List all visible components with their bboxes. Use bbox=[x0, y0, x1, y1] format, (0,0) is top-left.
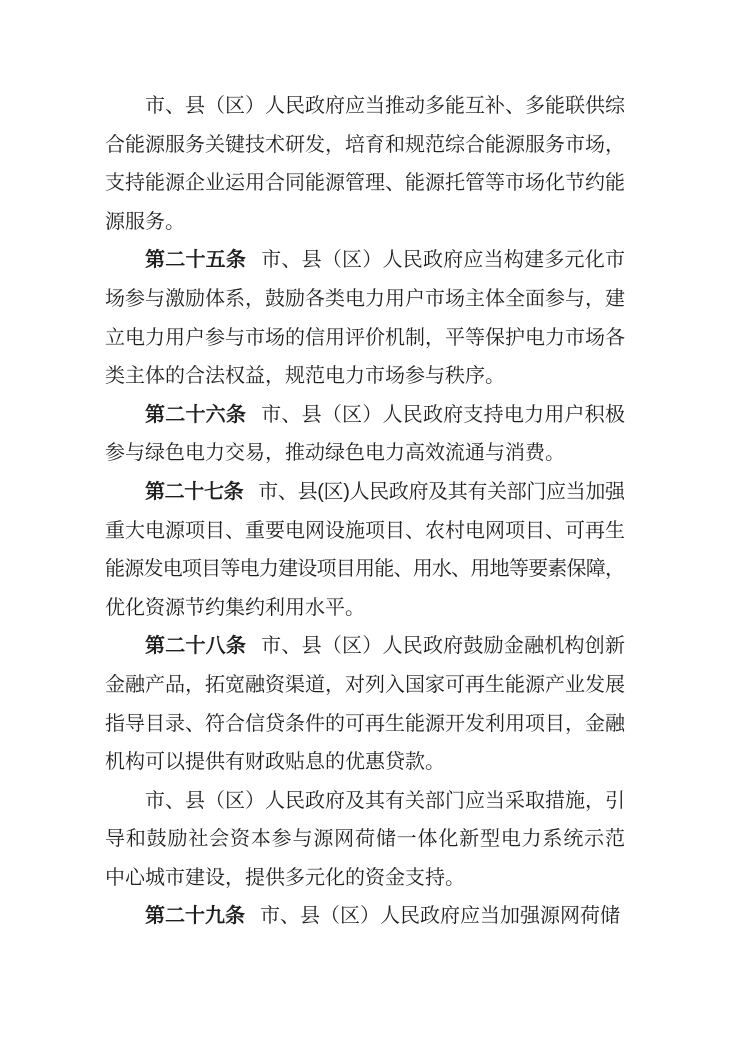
text-line bbox=[105, 705, 625, 744]
line-content bbox=[105, 357, 505, 396]
article-number: 第二十五条 bbox=[145, 249, 247, 272]
line-content bbox=[145, 897, 620, 936]
paragraph bbox=[105, 897, 625, 936]
line-text: 机构可以提供有财政贴息的优惠贷款。 bbox=[105, 751, 445, 774]
line-text: 中心城市建设，提供多元化的资金支持。 bbox=[105, 866, 465, 889]
line-text: 参与绿色电力交易，推动绿色电力高效流通与消费。 bbox=[105, 442, 565, 465]
text-line bbox=[105, 743, 625, 782]
text-line bbox=[105, 126, 625, 165]
article-number: 第二十九条 bbox=[145, 905, 245, 928]
paragraph bbox=[105, 396, 625, 473]
line-content bbox=[105, 589, 365, 628]
line-text: 市、县（区）人民政府鼓励金融机构创新 bbox=[261, 635, 626, 658]
line-text: 支持能源企业运用合同能源管理、能源托管等市场化节约能 bbox=[105, 172, 625, 195]
line-text: 金融产品，拓宽融资渠道，对列入国家可再生能源产业发展 bbox=[105, 673, 625, 696]
line-content bbox=[105, 280, 625, 319]
paragraph bbox=[105, 87, 625, 241]
line-text: 市、县（区）人民政府应当构建多元化市 bbox=[261, 249, 626, 272]
line-content bbox=[145, 782, 625, 821]
text-line bbox=[105, 241, 625, 280]
document-body bbox=[105, 87, 625, 936]
line-content bbox=[145, 87, 625, 126]
line-content bbox=[105, 666, 625, 705]
line-text: 市、县（区）人民政府应当加强源网荷储 bbox=[260, 905, 620, 928]
line-content bbox=[105, 434, 565, 473]
line-content bbox=[105, 705, 625, 744]
line-text: 指导目录、符合信贷条件的可再生能源开发利用项目，金融 bbox=[105, 712, 625, 735]
text-line bbox=[105, 357, 625, 396]
line-text: 导和鼓励社会资本参与源网荷储一体化新型电力系统示范 bbox=[105, 828, 626, 851]
text-line bbox=[105, 550, 625, 589]
line-text: 能源发电项目等电力建设项目用能、用水、用地等要素保障， bbox=[105, 558, 625, 581]
article-number: 第二十六条 bbox=[145, 403, 247, 426]
text-line bbox=[105, 87, 625, 126]
line-text: 市、县（区）人民政府及其有关部门应当采取措施，引 bbox=[145, 789, 625, 812]
text-line bbox=[105, 859, 625, 898]
line-text: 市、县（区）人民政府应当推动多能互补、多能联供综 bbox=[145, 95, 625, 117]
text-line bbox=[105, 164, 625, 203]
text-line bbox=[105, 396, 625, 435]
text-line bbox=[105, 589, 625, 628]
line-content bbox=[105, 164, 625, 203]
text-line bbox=[105, 473, 625, 512]
line-text: 合能源服务关键技术研发，培育和规范综合能源服务市场， bbox=[105, 133, 625, 156]
text-line bbox=[105, 280, 625, 319]
line-content bbox=[105, 820, 626, 859]
line-content bbox=[105, 512, 625, 551]
line-text: 优化资源节约集约利用水平。 bbox=[105, 596, 365, 619]
text-line bbox=[105, 627, 625, 666]
line-content bbox=[105, 743, 445, 782]
line-text: 场参与激励体系，鼓励各类电力用户市场主体全面参与，建 bbox=[105, 287, 625, 310]
line-content bbox=[145, 241, 625, 280]
line-content bbox=[145, 473, 625, 512]
line-text: 类主体的合法权益，规范电力市场参与秩序。 bbox=[105, 365, 505, 388]
line-content bbox=[105, 319, 625, 358]
line-text: 源服务。 bbox=[105, 210, 185, 233]
text-line bbox=[105, 666, 625, 705]
line-text: 重大电源项目、重要电网设施项目、农村电网项目、可再生 bbox=[105, 519, 625, 542]
line-text: 立电力用户参与市场的信用评价机制，平等保护电力市场各 bbox=[105, 326, 625, 349]
text-line bbox=[105, 319, 625, 358]
line-content bbox=[145, 627, 625, 666]
line-content bbox=[105, 126, 625, 165]
text-line bbox=[105, 434, 625, 473]
paragraph bbox=[105, 782, 625, 898]
article-number: 第二十八条 bbox=[145, 635, 247, 658]
article-number: 第二十七条 bbox=[145, 480, 244, 503]
line-content bbox=[105, 203, 185, 242]
paragraph bbox=[105, 473, 625, 627]
line-content bbox=[105, 859, 465, 898]
line-content bbox=[145, 396, 625, 435]
paragraph bbox=[105, 241, 625, 395]
text-line bbox=[105, 820, 625, 859]
line-text: 市、县（区）人民政府支持电力用户积极 bbox=[261, 403, 626, 426]
text-line bbox=[105, 897, 625, 936]
text-line bbox=[105, 512, 625, 551]
line-text: 市、县(区)人民政府及其有关部门应当加强 bbox=[258, 480, 625, 503]
text-line bbox=[105, 203, 625, 242]
text-line bbox=[105, 782, 625, 821]
line-content bbox=[105, 550, 624, 589]
paragraph bbox=[105, 627, 625, 781]
